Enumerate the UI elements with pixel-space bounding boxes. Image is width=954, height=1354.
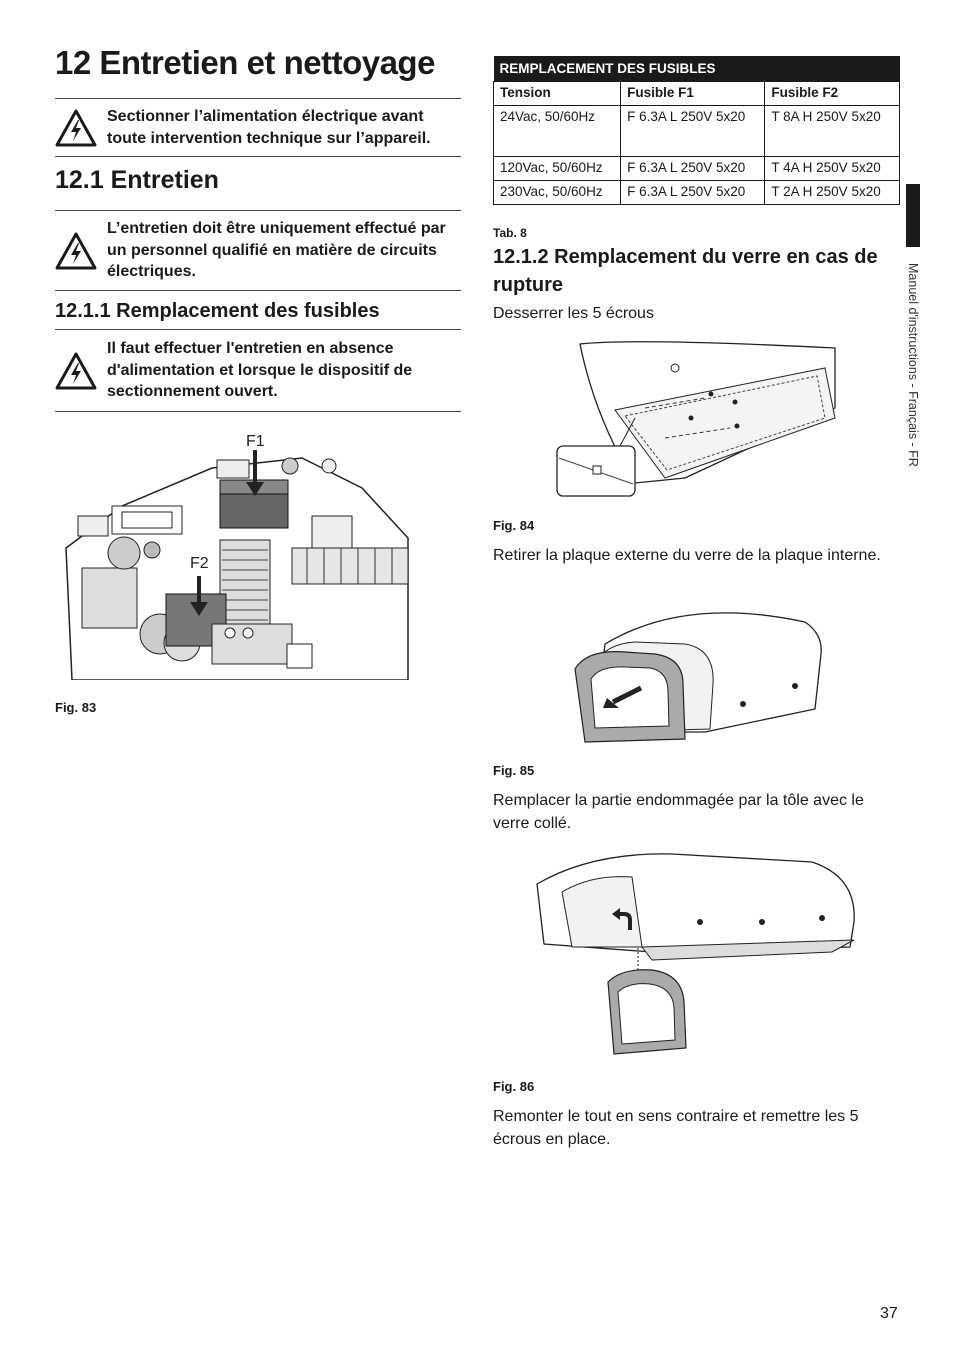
figure-86-glass-replacement xyxy=(532,852,862,1060)
table-header-row xyxy=(494,82,900,106)
section-title: 12.1 Entretien xyxy=(55,166,219,194)
fig85-label: Fig. 85 xyxy=(493,763,535,778)
page-number: 37 xyxy=(880,1305,898,1322)
figure-84-housing-screws xyxy=(555,338,840,498)
table-cell: F 6.3A L 250V 5x20 xyxy=(621,106,765,157)
side-running-label: Manuel d'instructions - Français - FR xyxy=(906,263,920,467)
figure-83-circuit-board xyxy=(62,428,412,680)
table-header: Tension xyxy=(494,82,621,106)
step-text: Retirer la plaque externe du verre de la plaque interne. xyxy=(493,547,881,564)
table-cell: F 6.3A L 250V 5x20 xyxy=(621,157,765,181)
fig84-label: Fig. 84 xyxy=(493,518,535,533)
chapter-tab-marker xyxy=(906,184,920,247)
table-cell: T 4A H 250V 5x20 xyxy=(765,157,900,181)
fig86-label: Fig. 86 xyxy=(493,1079,535,1094)
table-cell: 120Vac, 50/60Hz xyxy=(494,157,621,181)
subsection-title-fuses: 12.1.1 Remplacement des fusibles xyxy=(55,300,380,322)
warning-box-power xyxy=(55,98,461,157)
warning-text: L’entretien doit être uniquement effectué par un personnel qualifié en matière de circuits électriques. xyxy=(107,220,446,281)
table-title: REMPLACEMENT DES FUSIBLES xyxy=(494,56,900,82)
warning-text: Sectionner l’alimentation électrique avant toute intervention technique sur l’appareil. xyxy=(107,108,431,147)
electrical-hazard-icon xyxy=(55,232,97,270)
table-cell: T 2A H 250V 5x20 xyxy=(765,181,900,205)
table-header: Fusible F2 xyxy=(765,82,900,106)
table-header: Fusible F1 xyxy=(621,82,765,106)
fig83-label: Fig. 83 xyxy=(55,700,97,715)
electrical-hazard-icon xyxy=(55,352,97,390)
step-text: Desserrer les 5 écrous xyxy=(493,305,654,322)
table-cell: T 8A H 250V 5x20 xyxy=(765,106,900,157)
warning-text: Il faut effectuer l'entretien en absence d'alimentation et lorsque le dispositif de sectionnement ouvert. xyxy=(107,340,413,401)
subsection-title-glass: 12.1.2 Remplacement du verre en cas de rupture xyxy=(493,246,878,296)
table-row xyxy=(494,181,900,205)
table-cell: 24Vac, 50/60Hz xyxy=(494,106,621,157)
table-caption: Tab. 8 xyxy=(493,226,527,240)
table-cell: 230Vac, 50/60Hz xyxy=(494,181,621,205)
fuses-table xyxy=(493,56,900,205)
warning-box-power-off xyxy=(55,329,461,412)
chapter-title: 12 Entretien et nettoyage xyxy=(55,44,435,81)
fig83-callout-f1: F1 xyxy=(246,433,265,450)
table-row xyxy=(494,157,900,181)
fig83-callout-f2: F2 xyxy=(190,555,209,572)
electrical-hazard-icon xyxy=(55,109,97,147)
table-row xyxy=(494,106,900,157)
step-text: Remplacer la partie endommagée par la tôle avec le verre collé. xyxy=(493,792,864,832)
warning-box-qualified xyxy=(55,210,461,291)
step-text: Remonter le tout en sens contraire et remettre les 5 écrous en place. xyxy=(493,1108,859,1148)
table-cell: F 6.3A L 250V 5x20 xyxy=(621,181,765,205)
figure-85-glass-plate-removal xyxy=(565,604,825,744)
